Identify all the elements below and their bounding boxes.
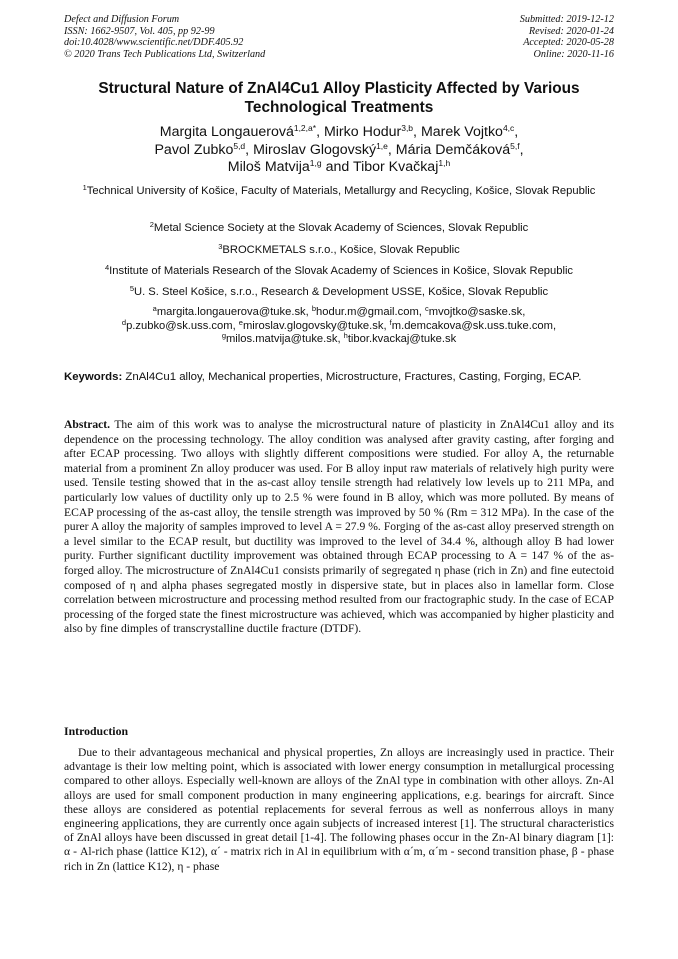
author — [421, 124, 514, 140]
author-sup: 3,b — [401, 123, 414, 133]
author-name: Miroslav Glogovský — [253, 141, 377, 158]
email-link[interactable]: tibor.kvackaj@tuke.sk — [347, 333, 457, 346]
journal-name: Defect and Diffusion Forum — [64, 14, 180, 25]
keywords — [64, 371, 614, 385]
journal-header-right — [520, 14, 614, 60]
author-sup: 1,2,a* — [293, 123, 317, 133]
introduction-paragraph: Due to their advantageous mechanical and physical properties, Zn alloys are increasingly used in practice. Their advantage is their low melting point, which is associated with lower energy consumption in metallurgical processing compared to other alloys. Especially well-known are alloys of the ZnAl type in combination with other alloys. Zn-Al alloys are used for small component production in many engineering applications, e.g. bearings for aircraft. Since these alloys are considered as potential replacements for several ferrous as well as nonferrous alloys in many engineering applications, they are currently once again subjects of increased interest [1]. The structural characteristics of ZnAl alloys have been discussed in great detail [1-4]. The following phases occur in the Zn-Al binary diagram [1]: α - Al-rich phase (lattice K12), α´ - matrix rich in Al in equilibrium with α´m, α´m - second transition phase, β - phase rich in Zn (lattice K12), η - phase — [64, 746, 614, 873]
paper-title: Structural Nature of ZnAl4Cu1 Alloy Plasticity Affected by Various Technological Treatments — [98, 80, 580, 116]
author-name: Tibor Kvačkaj — [352, 159, 439, 176]
email-list: $^a$margita.longauerova@tuke.sk, $^b$hodur.m@gmail.com, $^c$mvojtko@saske.sk, $^d$p.zubko@sk.uss.com, $^e$miroslav.glogovsky@tuke.sk, $^f$m.demcakova@sk.uss.tuke.com, $^g$milos.matvija@tuke.sk, $^h$tibor.kvackaj@tuke.sk — [121, 304, 557, 346]
date-online: Online: 2020-11-16 — [533, 48, 614, 60]
author — [253, 142, 388, 158]
author-name: Miloš Matvija — [227, 159, 310, 176]
journal-issn: ISSN: 1662-9507, Vol. 405, pp 92-99 — [64, 25, 215, 37]
author — [228, 159, 322, 175]
journal-doi: doi:10.4028/www.scientific.net/DDF.405.92 — [64, 37, 244, 49]
email-link[interactable]: mvojtko@saske.sk — [428, 306, 523, 318]
author-name: Marek Vojtko — [420, 124, 503, 140]
affiliation-2: $^2$Metal Science Society at the Slovak Academy of Sciences, Slovak Republic — [149, 220, 529, 234]
email-link[interactable]: m.demcakova@sk.uss.tuke.com — [391, 319, 553, 332]
abstract-label: Abstract. — [64, 418, 111, 431]
email-link[interactable]: hodur.m@gmail.com — [316, 306, 419, 318]
abstract — [64, 418, 614, 637]
email-link[interactable]: milos.matvija@tuke.sk — [225, 333, 338, 346]
author-sup: 5,f — [510, 140, 520, 151]
date-revised: Revised: 2020-01-24 — [528, 25, 614, 37]
keywords-text: ZnAl4Cu1 alloy, Mechanical properties, Microstructure, Fractures, Casting, Forging, ECAP. — [125, 371, 582, 383]
email-link[interactable]: p.zubko@sk.uss.com — [126, 319, 233, 332]
author-sup: 5,d — [233, 140, 246, 151]
author-sup: 1,e — [376, 140, 388, 151]
author — [353, 159, 450, 175]
author-sup: 4,c — [502, 123, 515, 133]
author-sup: 1,h — [438, 158, 451, 169]
section-heading-introduction: Introduction — [64, 724, 129, 738]
author — [154, 142, 245, 158]
author-name: Pavol Zubko — [154, 141, 234, 158]
author — [324, 124, 413, 140]
author-list: Margita Longauerová$^{1,2,a*}$, Mirko Hodur$^{3,b}$, Marek Vojtko$^{4,c}$, Pavol Zubko$^{5,d}$, Miroslav Glogovský$^{1,e}$, Mária Demčáková$^{5,f}$, Miloš Matvija$^{1,g}$ and Tibor Kvačkaj$^{1,h}$ — [154, 123, 524, 176]
author-name: Mirko Hodur — [323, 124, 402, 140]
affiliation-3: $^3$BROCKMETALS s.r.o., Košice, Slovak Republic — [218, 242, 460, 256]
date-accepted: Accepted: 2020-05-28 — [523, 37, 614, 49]
email-link[interactable]: miroslav.glogovsky@tuke.sk — [242, 319, 384, 332]
date-submitted: Submitted: 2019-12-12 — [519, 14, 614, 25]
author-name: Margita Longauerová — [159, 124, 294, 140]
author — [160, 124, 316, 140]
keywords-label: Keywords: — [64, 371, 123, 383]
author-name: Mária Demčáková — [395, 141, 511, 158]
affiliation-5: $^5$U. S. Steel Košice, s.r.o., Research & Development USSE, Košice, Slovak Republic — [129, 284, 549, 298]
journal-header-left — [64, 14, 265, 60]
author-sup: 1,g — [309, 158, 322, 169]
affiliation-1: $^1$Technical University of Košice, Faculty of Materials, Metallurgy and Recycling, Košice, Slovak Republic — [82, 183, 596, 197]
journal-copyright: © 2020 Trans Tech Publications Ltd, Switzerland — [64, 48, 266, 60]
author — [396, 142, 520, 158]
abstract-text: The aim of this work was to analyse the microstructural nature of plasticity in ZnAl4Cu1 alloy and its dependence on the processing technology. The alloy condition was analysed after gravity casting, after forging and after ECAP processing. Two alloys with slightly different compositions were studied. For alloy A, the returnable material from a prominent Zn alloy producer was used. For B alloy input raw materials of relatively high purity were used. Tensile testing showed that in the as-cast alloy tensile strength had relatively low levels up to 211 MPa, and particularly low values of ductility only up to 2.5 % were found in B alloy, which was more polluted. By means of ECAP processing of the as-cast alloy, the tensile strength was improved by 50 % (Rm = 312 MPa). In the case of the purer A alloy the majority of samples improved to level A = 27.9 %. Forging of the as-cast alloy preserved strength on a level similar to the ECAP result, but ductility was improved to the level of 34.4 %, although alloy B had lower purity. Further significant ductility improvement was obtained through ECAP processing to A = 147 % of the as-forged alloy. The microstructure of ZnAl4Cu1 consists primarily of segregated η phase (rich in Zn) and fine eutectoid composed of η and alpha phases segregated mostly in dispersive state, but in places also in lamellar form. Close correlation between microstructure and processing method resulted from our fractographic study. In the case of ECAP processing of the forged state the finest microstructure was achieved, which was accompanied by higher plasticity and also by fine dimples of transcrystalline ductile fracture (DTDF). — [64, 418, 614, 636]
email-link[interactable]: margita.longauerova@tuke.sk — [156, 306, 306, 318]
affiliation-4: $^4$Institute of Materials Research of the Slovak Academy of Sciences in Košice, Slovak Republic — [104, 263, 574, 277]
